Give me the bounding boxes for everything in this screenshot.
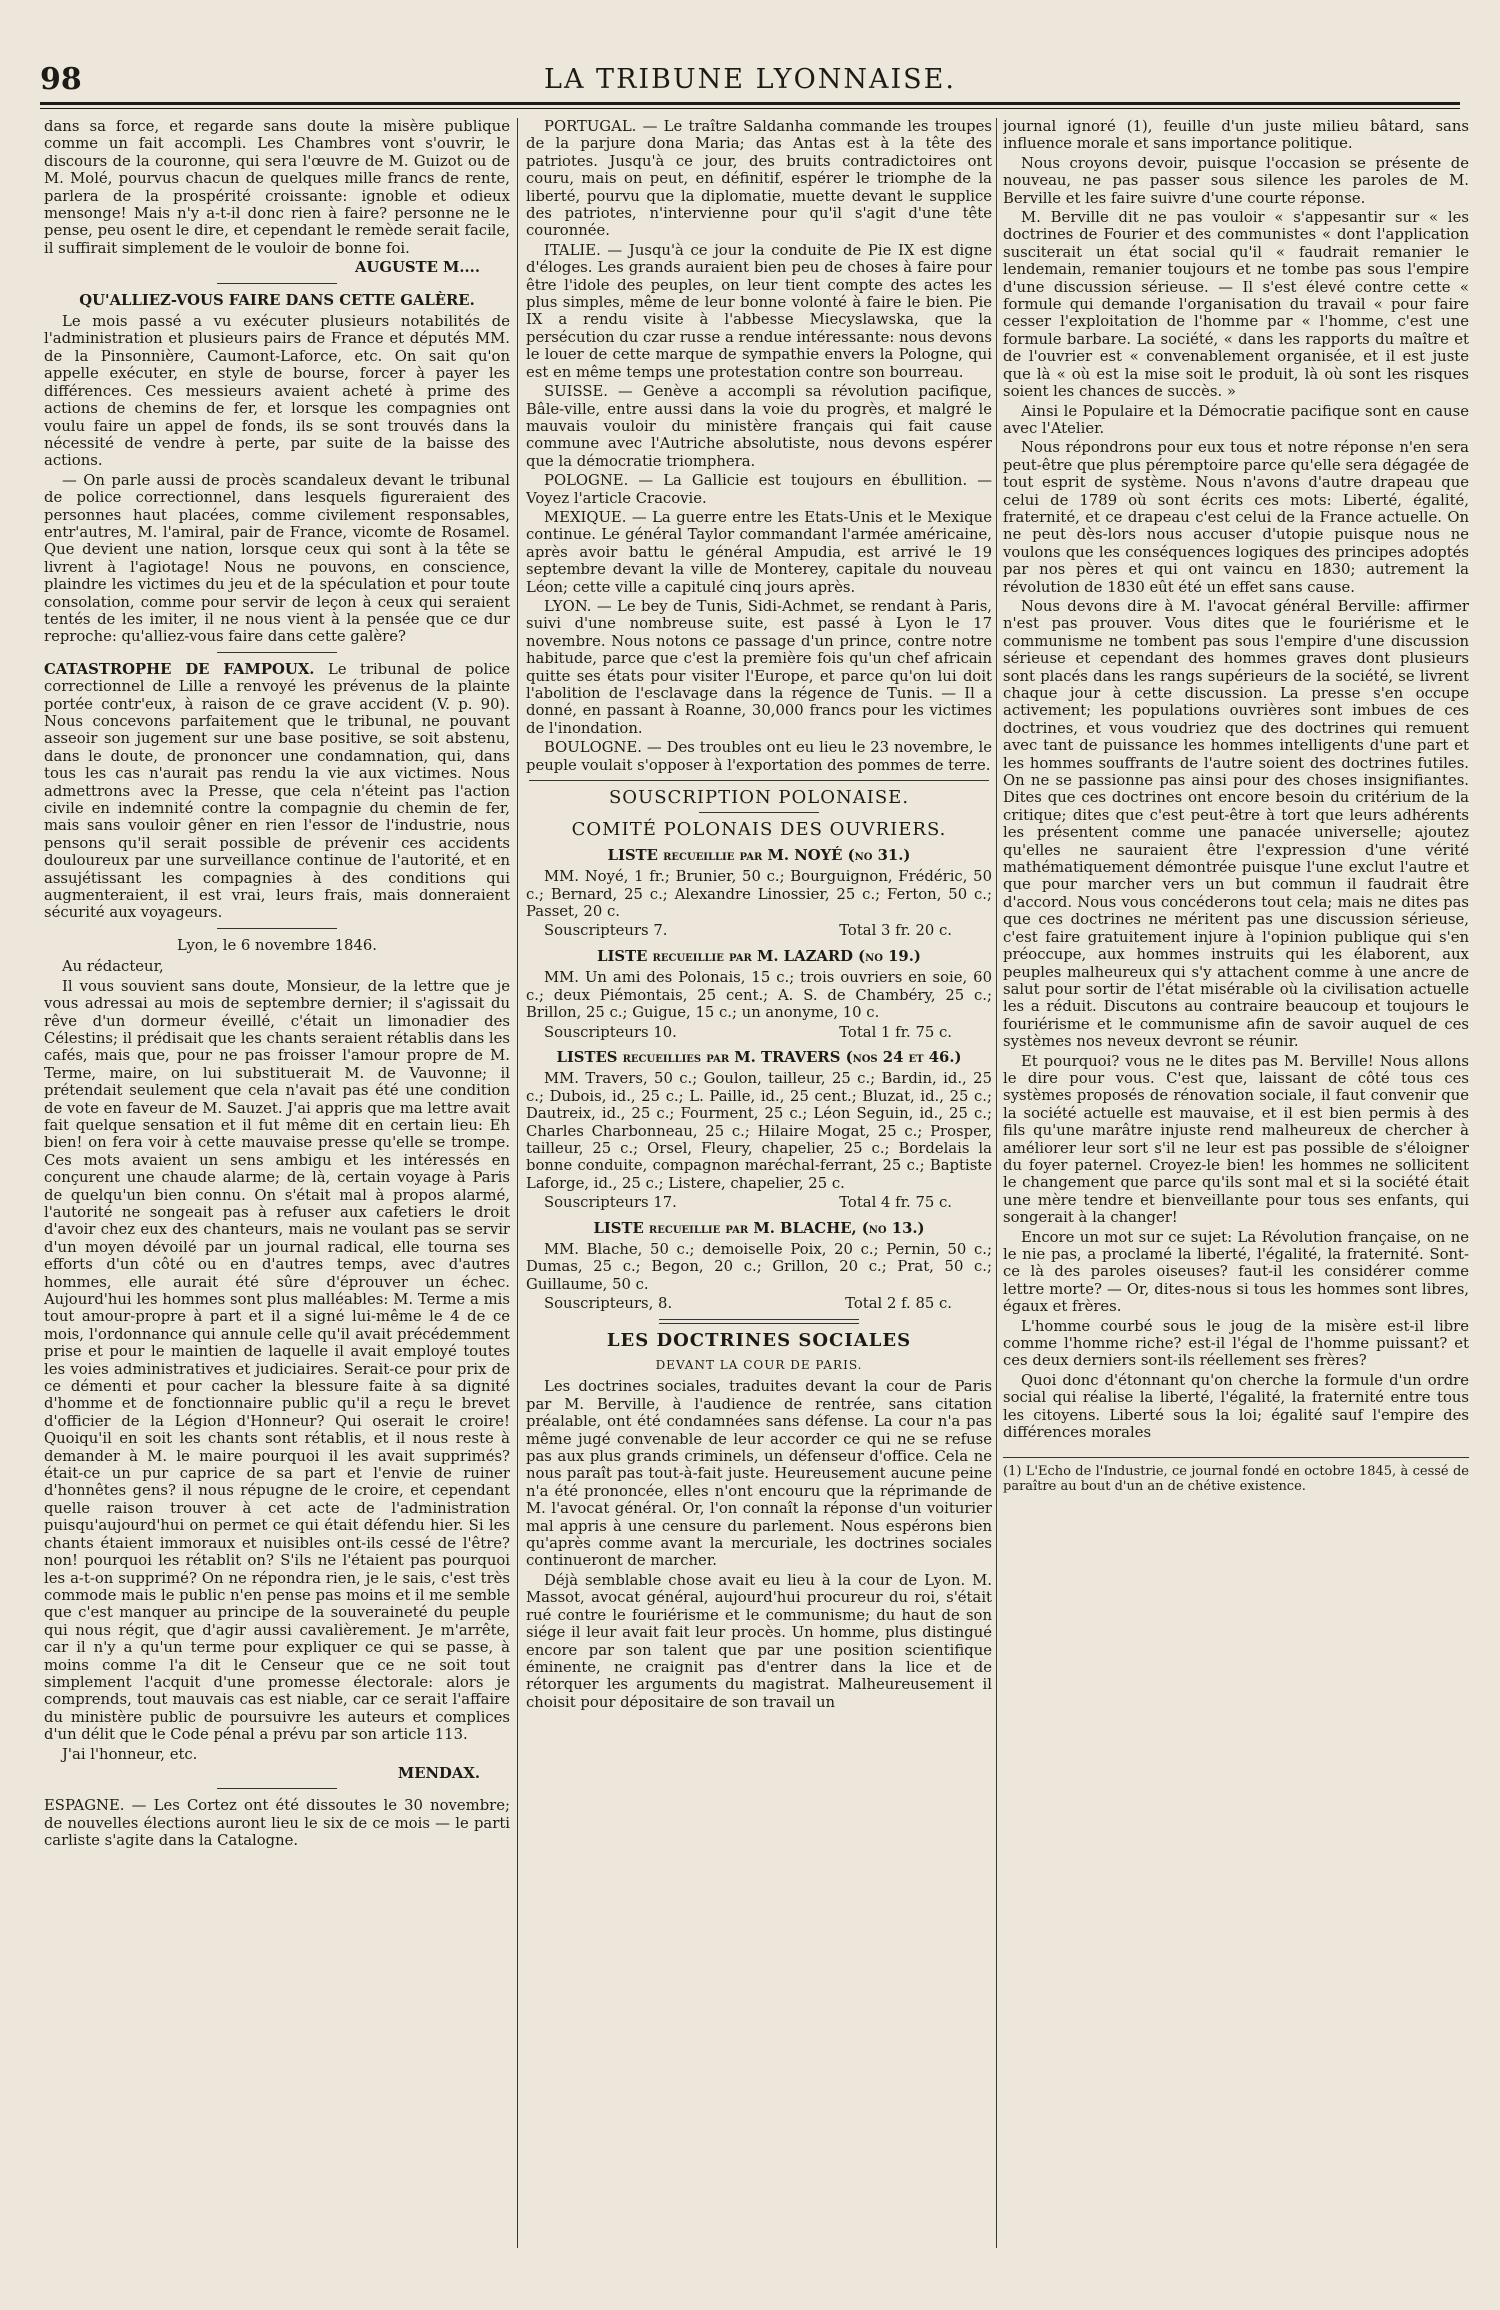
article-text: dans sa force, et regarde sans doute la misère publique comme un fait accompli. Les Chambres vont s'ouvrir, le discours de la couronne, qui sera l'œuvre de M. Guizot ou de M. Molé, pourvus chacun de quelques mille francs de rente, parlera de la prospérité croissante: ignoble et odieux mensonge! Mais n'y a-t-il donc rien à faire? personne ne le pense, peu osent le dire, et cependant le remède serait facile, il suffirait simplement de le vouloir de bonne foi. <box>44 118 510 257</box>
list-subscribers: Souscripteurs 10. <box>544 1023 677 1041</box>
news-item: BOULOGNE. — Des troubles ont eu lieu le 23 novembre, le peuple voulait s'opposer à l'exportation des pommes de terre. <box>526 739 992 774</box>
list-title: LISTES recueillies par M. TRAVERS (nos 24 et 46.) <box>556 1048 962 1066</box>
ornamental-separator <box>659 1319 859 1324</box>
list-subscribers: Souscripteurs, 8. <box>544 1295 673 1313</box>
article-text: Ainsi le Populaire et la Démocratie pacifique sont en cause avec l'Atelier. <box>1003 402 1469 437</box>
separator <box>217 928 337 929</box>
list-total: Total 3 fr. 20 c. <box>839 922 952 940</box>
news-item: ESPAGNE. — Les Cortez ont été dissoutes le 30 novembre; de nouvelles élections auront lieu le six de ce mois — le parti carliste s'agite dans la Catalogne. <box>44 1797 510 1850</box>
section-heading: SOUSCRIPTION POLONAISE. <box>608 787 910 809</box>
section-heading: LES DOCTRINES SOCIALES <box>606 1329 912 1351</box>
article-text: M. Berville dit ne pas vouloir « s'appesantir sur « les doctrines de Fourier et des communistes « dont l'application susciterait un état social qu'il « faudrait remanier le lendemain, remanier toujours et ne tombe pas sous l'empire d'une discussion sérieuse. — Il s'est élevé contre cette « formule qui demande l'organisation du travail « pour faire cesser l'exploitation de l'homme par « l'homme, c'est une formule barbare. La société, « dans les rapports du maître et de l'ouvrier est « convenablement organisée, et il est juste que là « où est la mise soit le produit, là où sont les risques soient les chances de succès. » <box>1003 209 1469 401</box>
column-3 <box>1003 118 1469 2258</box>
header-rule <box>40 102 1460 105</box>
list-subscribers: Souscripteurs 17. <box>544 1194 677 1212</box>
news-item: PORTUGAL. — Le traître Saldanha commande les troupes de la parjure dona Maria; das Antas est à la tête des patriotes. Jusqu'à ce jour, des bruits contradictoires ont couru, mais on peut, en définitif, espérer le triomphe de la liberté, pourvu que la diplomatie, muette devant le supplice des patriotes, n'intervienne pour qu'il s'agit d'une tête couronnée. <box>526 118 992 240</box>
separator <box>217 283 337 284</box>
article-text: Encore un mot sur ce sujet: La Révolution française, on ne le nie pas, a proclamé la liberté, l'égalité, la fraternité. Sont-ce là des paroles oiseuses? faut-il les considérer comme lettre morte? — Or, dites-nous si tous les hommes sont libres, égaux et frères. <box>1003 1228 1469 1316</box>
list-total: Total 4 fr. 75 c. <box>839 1194 952 1212</box>
article-text: Et pourquoi? vous ne le dites pas M. Berville! Nous allons le dire pour vous. C'est que, laissant de côté tous ces systèmes proposés de rénovation sociale, il faut convenir que la société actuelle est mauvaise, et il est bien permis à des fils qu'une marâtre injuste rend malheureux de chercher à améliorer leur sort s'il ne leur est pas possible de s'éloigner du foyer paternel. Croyez-le bien! les hommes ne sollicitent le changement que parce qu'ils sont mal et si la société était une mère tendre et bienveillante pour tous ses enfants, qui songerait à la changer! <box>1003 1052 1469 1227</box>
letter-date: Lyon, le 6 novembre 1846. <box>176 936 378 954</box>
article-text: Le tribunal de police correctionnel de Lille a renvoyé les prévenus de la plainte portée contr'eux, à raison de ce grave accident (V. p. 90). Nous concevons parfaitement que le tribunal, ne pouvant asseoir son jugement sur une base positive, se soit abstenu, dans le doute, de prononcer une condamnation, qui, dans tous les cas n'aurait pas rendu la vie aux victimes. Nous admettrons avec la Presse, que cela n'éteint pas l'action civile en indemnité contre la compagnie du chemin de fer, mais sans vouloir gêner en rien l'essor de l'industrie, nous pensons qu'il serait possible de prévenir ces accidents douloureux par une surveillance continue de l'autorité, et en assujétissant les compagnies à des conditions qui augmenteraient, il est vrai, leurs frais, mais donneraient sécurité aux voyageurs. <box>44 660 510 922</box>
letter-text: Il vous souvient sans doute, Monsieur, de la lettre que je vous adressai au mois de septembre dernier; il s'agissait du rêve d'un dormeur éveillé, c'était un limonadier des Célestins; il prédisait que les chants seraient rétablis dans les cafés, mais que, pour ne pas froisser l'amour propre de M. Terme, maire, on lui substituerait M. de Vauvonne; il prétendait seulement que cela n'avait pas été une condition de vote en faveur de M. Sauzet. J'ai appris que ma lettre avait fait quelque sensation et il fut même dit en certain lieu: Eh bien! on fera voir à cette mauvaise presse qu'elle se trompe. Ces mots avaient un sens ambigu et les intéressés en conçurent une chaude alarme; de là, certain voyage à Paris de quelqu'un bien connu. On s'était mal à propos alarmé, l'autorité ne songeait pas à refuser aux cafetiers le droit d'avoir chez eux des chanteurs, mais ne voulant pas se servir d'un moyen dévoilé par un journal radical, elle tourna ses efforts d'un côté ou en d'autres temps, avec d'autres hommes, elle aurait été sûre d'éprouver un échec. Aujourd'hui les hommes sont plus malléables: M. Terme a mis tout amour-propre à part et il a signé lui-même le 4 de ce mois, l'ordonnance qui annule celle qu'il avait précédemment prise et pour le maintien de laquelle il avait employé toutes les voies administratives et judiciaires. Serait-ce pour prix de ce démenti et pour cacher la blessure faite à sa dignité d'homme et de fonctionnaire public qu'il a reçu le brevet d'officier de la Légion d'Honneur? Qui oserait le croire! Quoiqu'il en soit les chants sont rétablis, et il nous reste à demander à M. le maire pourquoi il les avait supprimés? était-ce un pur caprice de sa part et l'envie de ruiner d'honnêtes gens? il nous répugne de le croire, et cependant quelle raison trouver à cet acte de l'administration puisqu'aujourd'hui on permet ce qui était défendu hier. Si les chants étaient immoraux et nuisibles ont-ils cessé de l'être? non! pourquoi les rétablit on? S'ils ne l'étaient pas pourquoi les a-t-on supprimé? On ne répondra rien, je le sais, c'est très commode mais le public n'en pense pas moins et il me semble que c'est manquer au principe de la souveraineté du peuple qui nous régit, que d'agir aussi cavalièrement. Je m'arrête, car il n'y a qu'un terme pour expliquer ce qui se passe, à moins comme l'a dit le Censeur que ce ne soit tout simplement l'acquit d'une promesse électorale: alors je comprends, tout mauvais cas est niable, car ce serait l'affaire du ministère public de poursuivre les auteurs et complices d'un délit que le Code pénal a prévu par son article 113. <box>44 977 510 1744</box>
column-2 <box>526 118 992 2258</box>
page-number: 98 <box>40 62 82 97</box>
article-text: journal ignoré (1), feuille d'un juste milieu bâtard, sans influence morale et sans importance politique. <box>1003 118 1469 153</box>
column-divider <box>996 118 997 2248</box>
article-text: Déjà semblable chose avait eu lieu à la cour de Lyon. M. Massot, avocat général, aujourd'hui procureur du roi, s'était rué contre le fouriérisme et le communisme; du haut de son siége il leur avait fait leur procès. Un homme, plus distingué encore par son talent que par une position scientifique éminente, ne craignit pas d'entrer dans la lice et de rétorquer les arguments du magistrat. Malheureusement il choisit pour dépositaire de son travail un <box>526 1571 992 1711</box>
signature: AUGUSTE M.... <box>354 259 480 277</box>
list-title: LISTE recueillie par M. LAZARD (no 19.) <box>597 947 921 965</box>
header-rule-thin <box>40 108 1460 109</box>
list-body: MM. Un ami des Polonais, 15 c.; trois ouvriers en soie, 60 c.; deux Piémontais, 25 cent.; A. S. de Chambéry, 25 c.; Brillon, 25 c.; Guigue, 15 c.; un anonyme, 10 c. <box>526 969 992 1022</box>
separator <box>699 812 819 813</box>
masthead: LA TRIBUNE LYONNAISE. <box>544 64 956 95</box>
article-heading: QU'ALLIEZ-VOUS FAIRE DANS CETTE GALÈRE. <box>79 291 475 309</box>
column-divider <box>517 118 518 2248</box>
section-heading: COMITÉ POLONAIS DES OUVRIERS. <box>571 819 947 841</box>
separator <box>217 1788 337 1789</box>
separator <box>217 652 337 653</box>
list-body: MM. Travers, 50 c.; Goulon, tailleur, 25 c.; Bardin, id., 25 c.; Dubois, id., 25 c.; L. Paille, id., 25 cent.; Bluzat, id., 25 c.; Dautreix, id., 25 c.; Fourment, 25 c.; Léon Seguin, id., 25 c.; Charles Charbonneau, 25 c.; Hilaire Mogat, 25 c.; Prosper, tailleur, 25 c.; Orsel, Fleury, chapelier, 25 c.; Bordelais la bonne conduite, compagnon maréchal-ferrant, 25 c.; Baptiste Laforge, id., 25 c.; Listere, chapelier, 25 c. <box>526 1070 992 1192</box>
letter-closing: J'ai l'honneur, etc. <box>62 1745 198 1763</box>
news-item: LYON. — Le bey de Tunis, Sidi-Achmet, se rendant à Paris, suivi d'une nombreuse suite, est passé à Lyon le 17 novembre. Nous notons ce passage d'un prince, contre notre habitude, parce que c'est la première fois qu'un chef africain quitte ses états pour visiter l'Europe, et parce qu'on lui doit l'abolition de l'esclavage dans la régence de Tunis. — Il a donné, en passant à Roanne, 30,000 francs pour les victimes de l'inondation. <box>526 597 992 737</box>
separator <box>529 780 989 781</box>
article-text: L'homme courbé sous le joug de la misère est-il libre comme l'homme riche? est-il l'égal de l'homme puissant? et ces deux derniers sont-ils réellement ses frères? <box>1003 1317 1469 1370</box>
article-text: Nous devons dire à M. l'avocat général Berville: affirmer n'est pas prouver. Vous dites que le fouriérisme et le communisme ne tombent pas sous l'empire d'une discussion sérieuse et cependant des hommes graves dont plusieurs sont placés dans les rangs supérieurs de la société, se livrent chaque jour à cette discussion. La presse s'en occupe activement; les populations ouvrières sont imbues de ces doctrines, et vous voudriez que des doctrines qui remuent avec tant de puissance les hommes intelligents d'une part et les hommes souffrants de l'autre soient des doctrines futiles. On ne se passionne pas ainsi pour des choses insignifiantes. Dites que ces doctrines ont encore besoin du critérium de la critique; dites que c'est peut-être à tort que leurs adhérents les présentent comme une panacée universelle; ajoutez qu'elles ne sauraient être l'expression d'une vérité mathématiquement démontrée puisque l'une exclut l'autre et que pour marcher vers un but commun il faudrait être d'accord. Nous vous concéderons tout cela; mais ne dites pas que ces doctrines ne méritent pas une discussion sérieuse, c'est faire gratuitement injure à l'opinion publique qui s'en préoccupe, aux hommes instruits qui les élaborent, aux peuples malheureux qui s'y attachent comme à une ancre de salut pour sortir de l'état misérable où la civilisation actuelle les a réduit. Discutons au contraire beaucoup et toujours le fouriérisme et le communisme afin de savoir auquel de ces systèmes nos neveux devront se réunir. <box>1003 597 1469 1051</box>
list-title: LISTE recueillie par M. NOYÉ (no 31.) <box>607 846 911 864</box>
signature: MENDAX. <box>397 1764 480 1782</box>
news-item: POLOGNE. — La Gallicie est toujours en ébullition. — Voyez l'article Cracovie. <box>526 472 992 507</box>
list-subscribers: Souscripteurs 7. <box>544 922 668 940</box>
list-total: Total 1 fr. 75 c. <box>839 1023 952 1041</box>
article-text: — On parle aussi de procès scandaleux devant le tribunal de police correctionnel, dans lesquels figureraient des personnes haut placées, comme civilement responsables, entr'autres, M. l'amiral, pair de France, vicomte de Rosamel. Que devient une nation, lorsque ceux qui sont à la tête se livrent à l'agiotage! Nous ne pouvons, en conscience, plaindre les victimes du jeu et de la spéculation et pour toute consolation, comme pour servir de leçon à ceux qui seraient tentés de les imiter, il ne nous vient à la pensée que ce dur reproche: qu'alliez-vous faire dans cette galère? <box>44 471 510 646</box>
article-text: Nous répondrons pour eux tous et notre réponse n'en sera peut-être que plus péremptoire parce qu'elle sera dégagée de tout esprit de système. Nous n'avons d'autre drapeau que celui de 1789 où sont écrits ces mots: Liberté, égalité, fraternité, et ce drapeau c'est celui de la France actuelle. On ne peut dès-lors nous accuser d'utopie puisque nous ne voulons que les conséquences logiques des principes adoptés par nos pères et qui ont vaincu en 1830; autrement la révolution de 1830 eût été un effet sans cause. <box>1003 439 1469 596</box>
footnote: (1) L'Echo de l'Industrie, ce journal fondé en octobre 1845, à cessé de paraître au bout d'un an de chétive existence. <box>1003 1457 1469 1494</box>
news-item: ITALIE. — Jusqu'à ce jour la conduite de Pie IX est digne d'éloges. Les grands auraient bien peu de choses à faire pour être l'idole des peuples, on leur tient compte des actes les plus simples, même de leur bonne volonté à faire le bien. Pie IX a rendu visite à l'abbesse Miecyslawska, que la persécution du czar russe a rendue intéressante: nous devons le louer de cette marque de sympathie envers la Pologne, qui est en même temps une protestation contre son bourreau. <box>526 241 992 381</box>
article-text: Les doctrines sociales, traduites devant la cour de Paris par M. Berville, à l'audience de rentrée, sans citation préalable, ont été condamnées sans défense. La cour n'a pas même jugé convenable de leur accorder ce qui ne se refuse pas aux plus grands criminels, un défenseur d'office. Cela ne nous paraît pas tout-à-fait juste. Heureusement aucune peine n'a été prononcée, elles n'ont encouru que la réprimande de M. l'avocat général. Or, l'on connaît la réponse d'un voiturier mal appris à une censure du parlement. Nous espérons bien qu'après comme avant la mercuriale, les doctrines sociales continueront de marcher. <box>526 1378 992 1570</box>
article-heading: CATASTROPHE DE FAMPOUX. <box>44 660 315 678</box>
column-1 <box>44 118 510 2258</box>
article-text: Quoi donc d'étonnant qu'on cherche la formule d'un ordre social qui réalise la liberté, l'égalité, la fraternité entre tous les citoyens. Liberté sous la loi; égalité sauf l'empire des différences morales <box>1003 1371 1469 1442</box>
article-text: Nous croyons devoir, puisque l'occasion se présente de nouveau, ne pas passer sous silence les paroles de M. Berville et les faire suivre d'une courte réponse. <box>1003 154 1469 207</box>
article-text: Le mois passé a vu exécuter plusieurs notabilités de l'administration et plusieurs pairs de France et députés MM. de la Pinsonnière, Caumont-Laforce, etc. On sait qu'on appelle exécuter, en style de bourse, forcer à payer les différences. Ces messieurs avaient acheté à prime des actions de chemins de fer, et lorsque les compagnies ont voulu faire un appel de fonds, ils se sont trouvés dans la nécessité de vendre à perte, par suite de la baisse des actions. <box>44 313 510 470</box>
letter-salutation: Au rédacteur, <box>62 958 164 976</box>
list-body: MM. Noyé, 1 fr.; Brunier, 50 c.; Bourguignon, Frédéric, 50 c.; Bernard, 25 c.; Alexandre Linossier, 25 c.; Ferton, 50 c.; Passet, 20 c. <box>526 868 992 921</box>
section-subheading: DEVANT LA COUR DE PARIS. <box>655 1358 863 1372</box>
list-title: LISTE recueillie par M. BLACHE, (no 13.) <box>593 1219 925 1237</box>
list-total: Total 2 f. 85 c. <box>845 1295 952 1313</box>
news-item: SUISSE. — Genève a accompli sa révolution pacifique, Bâle-ville, entre aussi dans la voie du progrès, et malgré le mauvais vouloir du ministère français qui fait cause commune avec l'Autriche absolutiste, nous devons espérer que la démocratie triomphera. <box>526 383 992 470</box>
news-item: MEXIQUE. — La guerre entre les Etats-Unis et le Mexique continue. Le général Taylor commandant l'armée américaine, après avoir battu le général Ampudia, est arrivé le 19 septembre devant la ville de Monterey, capitale du nouveau Léon; cette ville a capitulé cinq jours après. <box>526 508 992 596</box>
list-body: MM. Blache, 50 c.; demoiselle Poix, 20 c.; Pernin, 50 c.; Dumas, 25 c.; Begon, 20 c.; Grillon, 20 c.; Prat, 50 c.; Guillaume, 50 c. <box>526 1240 992 1293</box>
